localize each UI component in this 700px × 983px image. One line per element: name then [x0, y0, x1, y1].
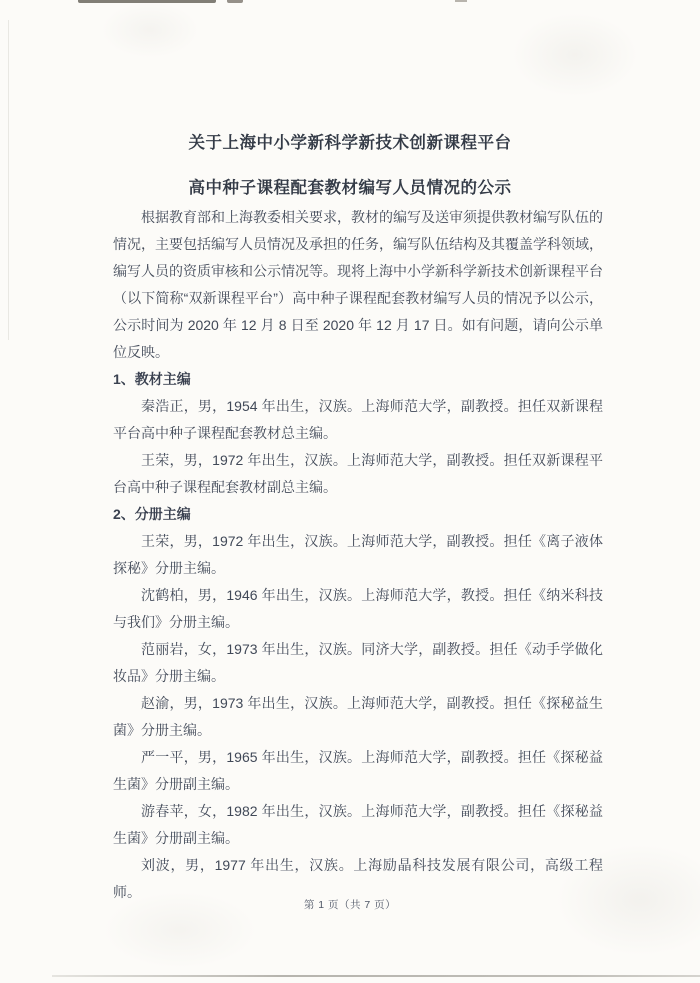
intro-paragraph: 根据教育部和上海教委相关要求，教材的编写及送审须提供教材编写队伍的情况，主要包括编写人员情况及承担的任务，编写队伍结构及其覆盖学科领域，编写人员的资质审核和公示情况等。现将上海中小学新科学新技术创新课程平台（以下简称“双新课程平台”）高中种子课程配套教材编写人员的情况予以公示，公示时间为 2020 年 12 月 8 日至 2020 年 12 月 17 日。如有问题，请向公示单位反映。: [113, 209, 603, 360]
section-heading-volume-editors: 2、分册主编: [113, 506, 191, 522]
personnel-entry: 秦浩正，男，1954 年出生，汉族。上海师范大学，副教授。担任双新课程平台高中种子课程配套教材总主编。: [113, 398, 603, 441]
page-number: 第 1 页（共 7 页）: [303, 899, 397, 911]
document-title: [0, 121, 700, 211]
page-footer: [0, 897, 700, 913]
scan-artifact-top-mark: [455, 0, 467, 2]
scan-artifact-bottom-edge: [52, 975, 700, 977]
scan-artifact-top-mark: [227, 0, 243, 3]
personnel-entry: 严一平，男，1965 年出生，汉族。上海师范大学，副教授。担任《探秘益生菌》分册副主编。: [113, 749, 603, 792]
personnel-entry: 游春苹，女，1982 年出生，汉族。上海师范大学，副教授。担任《探秘益生菌》分册副主编。: [113, 803, 603, 846]
personnel-entry: 王荣，男，1972 年出生，汉族。上海师范大学，副教授。担任双新课程平台高中种子课程配套教材副总主编。: [113, 452, 603, 495]
personnel-entry: 王荣，男，1972 年出生，汉族。上海师范大学，副教授。担任《离子液体探秘》分册主编。: [113, 533, 603, 576]
section-heading-chief-editors: 1、教材主编: [113, 371, 191, 387]
personnel-entry: 刘波，男，1977 年出生，汉族。上海励晶科技发展有限公司，高级工程师。: [113, 857, 603, 900]
scan-artifact-top-mark: [78, 0, 216, 3]
personnel-entry: 赵渝，男，1973 年出生，汉族。上海师范大学，副教授。担任《探秘益生菌》分册主编。: [113, 695, 603, 738]
personnel-entry: 范丽岩，女，1973 年出生，汉族。同济大学，副教授。担任《动手学做化妆品》分册主编。: [113, 641, 603, 684]
personnel-entry: 沈鹤柏，男，1946 年出生，汉族。上海师范大学，教授。担任《纳米科技与我们》分册主编。: [113, 587, 603, 630]
document-title-line-1: 关于上海中小学新科学新技术创新课程平台: [188, 134, 512, 152]
document-title-line-2: 高中种子课程配套教材编写人员情况的公示: [188, 179, 512, 197]
document-body: [113, 204, 603, 906]
